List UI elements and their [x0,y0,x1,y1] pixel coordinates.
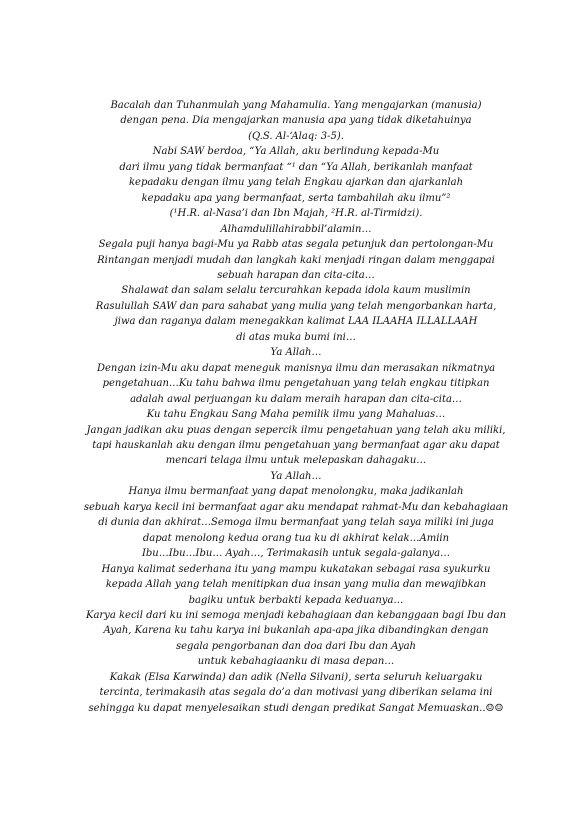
text-line: adalah awal perjuangan ku dalam meraih harapan dan cita-cita… [130,393,462,405]
text-line: di atas muka bumi ini… [236,331,356,343]
text-line: Ibu…Ibu…Ibu… Ayah…, Terimakasih untuk segala-galanya… [141,548,451,560]
text-line: Kakak (Elsa Karwinda) dan adik (Nella Silvani), serta seluruh keluargaku [109,671,483,683]
text-line: tercinta, terimakasih atas segala do’a dan motivasi yang diberikan selama ini [99,687,493,699]
text-line: (Q.S. Al-‘Alaq: 3-5). [248,130,344,142]
text-line: Shalawat dan salam selalu tercurahkan kepada idola kaum muslimin [121,285,471,297]
text-line: jiwa dan raganya dalam menegakkan kalimat LAA ILAAHA ILLALLAAH [114,316,478,328]
text-line: Ku tahu Engkau Sang Maha pemilik ilmu yang Mahaluas… [146,409,446,421]
text-line: Nabi SAW berdoa, “Ya Allah, aku berlindung kepada-Mu [152,146,440,158]
dedication-text [80,98,512,716]
text-line: Rasulullah SAW dan para sahabat yang mulia yang telah mengorbankan harta, [95,300,497,312]
text-line: tapi hauskanlah aku dengan ilmu pengetahuan yang bermanfaat agar aku dapat [92,439,500,451]
text-line: untuk kebahagiaanku di masa depan… [197,656,395,668]
text-line: kepada Allah yang telah menitipkan dua insan yang mulia dan mewajibkan [105,579,487,591]
text-line: kepadaku dengan ilmu yang telah Engkau ajarkan dan ajarkanlah [128,177,464,189]
text-line: segala pengorbanan dan doa dari Ibu dan Ayah [176,640,416,652]
text-line: pengetahuan…Ku tahu bahwa ilmu pengetahuan yang telah engkau titipkan [102,378,490,390]
text-line: sebuah karya kecil ini bermanfaat agar aku mendapat rahmat-Mu dan kebahagiaan [83,501,509,513]
text-line: bagiku untuk berbakti kepada keduanya… [188,594,404,606]
text-line: Dengan izin-Mu aku dapat meneguk manisnya ilmu dan merasakan nikmatnya [96,362,496,374]
text-line: Rintangan menjadi mudah dan langkah kaki menjadi ringan dalam menggapai [97,254,495,266]
text-line: Karya kecil dari ku ini semoga menjadi kebahagiaan dan kebanggaan bagi Ibu dan [85,609,507,621]
text-line: sebuah harapan dan cita-cita… [217,269,375,281]
text-line: Bacalah dan Tuhanmulah yang Mahamulia. Yang mengajarkan (manusia) [110,100,482,111]
text-line: Ya Allah… [270,470,322,482]
text-line: Ayah, Karena ku tahu karya ini bukanlah apa-apa jika dibandingkan dengan [103,625,489,637]
text-line: Hanya ilmu bermanfaat yang dapat menolongku, maka jadikanlah [128,486,464,498]
text-line: dari ilmu yang tidak bermanfaat “¹ dan “Ya Allah, berikanlah manfaat [119,161,473,173]
text-line: dapat menolong kedua orang tua ku di akhirat kelak…Amiin [142,532,450,544]
text-line: mencari telaga ilmu untuk melepaskan dahagaku… [165,455,427,467]
text-line: kepadaku apa yang bermanfaat, serta tambahilah aku ilmu”² [141,192,451,204]
text-line: (¹H.R. al-Nasa’i dan Ibn Majah, ²H.R. al-Tirmidzi). [169,208,423,220]
text-line: sehingga ku dapat menyelesaikan studi dengan predikat Sangat Memuaskan..☺☺ [88,702,504,714]
text-line: di dunia dan akhirat…Semoga ilmu bermanfaat yang telah saya miliki ini juga [98,517,494,529]
text-line: Jangan jadikan aku puas dengan sepercik ilmu pengetahuan yang telah aku miliki, [86,424,506,436]
text-line: Alhamdulillahirabbil’alamin… [220,223,372,235]
text-line: Segala puji hanya bagi-Mu ya Rabb atas segala petunjuk dan pertolongan-Mu [98,239,494,251]
text-line: dengan pena. Dia mengajarkan manusia apa yang tidak diketahuinya [120,115,472,127]
text-line: Hanya kalimat sederhana itu yang mampu kukatakan sebagai rasa syukurku [101,563,491,575]
text-line: Ya Allah… [270,347,322,359]
